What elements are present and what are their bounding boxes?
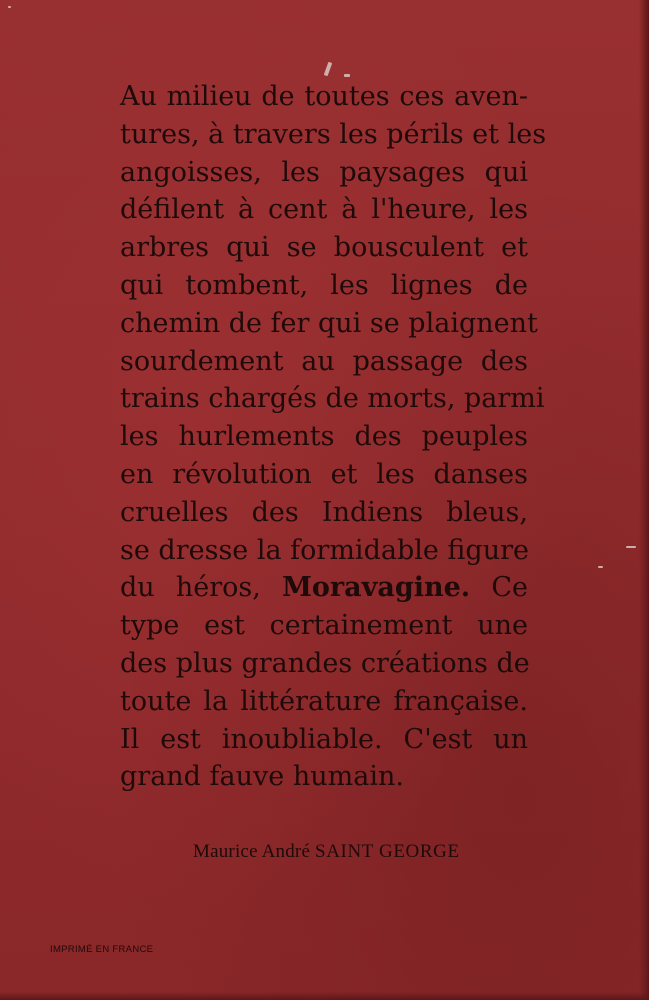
blurb-line-hero	[120, 569, 528, 607]
blurb-line: cruelles des Indiens bleus,	[120, 496, 528, 528]
hero-name: Moravagine.	[282, 572, 471, 604]
blurb-line: qui tombent, les lignes de	[120, 269, 528, 301]
blurb-line: les hurlements des peuples	[120, 421, 528, 453]
blurb-line: grand fauve humain.	[120, 761, 404, 793]
blurb-line: Il est inoubliable. C'est un	[120, 723, 528, 755]
blurb-line: tures, à travers les périls et les	[120, 118, 547, 150]
cover-bottom-edge	[0, 992, 649, 1000]
signature-first-names: Maurice André	[193, 841, 311, 862]
cover-right-edge	[639, 0, 649, 1000]
cover-scuff-mark	[8, 6, 11, 8]
cover-scuff-mark	[598, 566, 603, 568]
cover-scuff-mark	[626, 546, 636, 548]
blurb-line: toute la littérature française.	[120, 685, 528, 717]
blurb-line: en révolution et les danses	[120, 458, 528, 490]
blurb-line: se dresse la formidable figure	[120, 534, 529, 566]
blurb-line: Au milieu de toutes ces aven-	[120, 81, 528, 112]
review-signature	[193, 841, 525, 863]
blurb-line: trains chargés de morts, parmi	[120, 383, 545, 415]
blurb-line: angoisses, les paysages qui	[120, 156, 528, 188]
blurb-text: Ce	[491, 572, 528, 604]
blurb-line: arbres qui se bousculent et	[120, 232, 528, 264]
cover-scuff-mark	[344, 74, 350, 77]
blurb-line: type est certainement une	[120, 610, 528, 642]
signature-surname: SAINT GEORGE	[315, 841, 460, 862]
blurb-line: défilent à cent à l'heure, les	[120, 194, 528, 226]
blurb-line: chemin de fer qui se plaignent	[120, 307, 538, 339]
blurb-line: des plus grandes créations de	[120, 647, 530, 679]
blurb-text: du héros,	[120, 572, 261, 604]
back-cover-blurb	[120, 78, 547, 796]
printed-in-france-label: IMPRIMÉ EN FRANCE	[50, 944, 154, 955]
blurb-line: sourdement au passage des	[120, 345, 528, 377]
cover-scuff-mark	[324, 62, 333, 77]
